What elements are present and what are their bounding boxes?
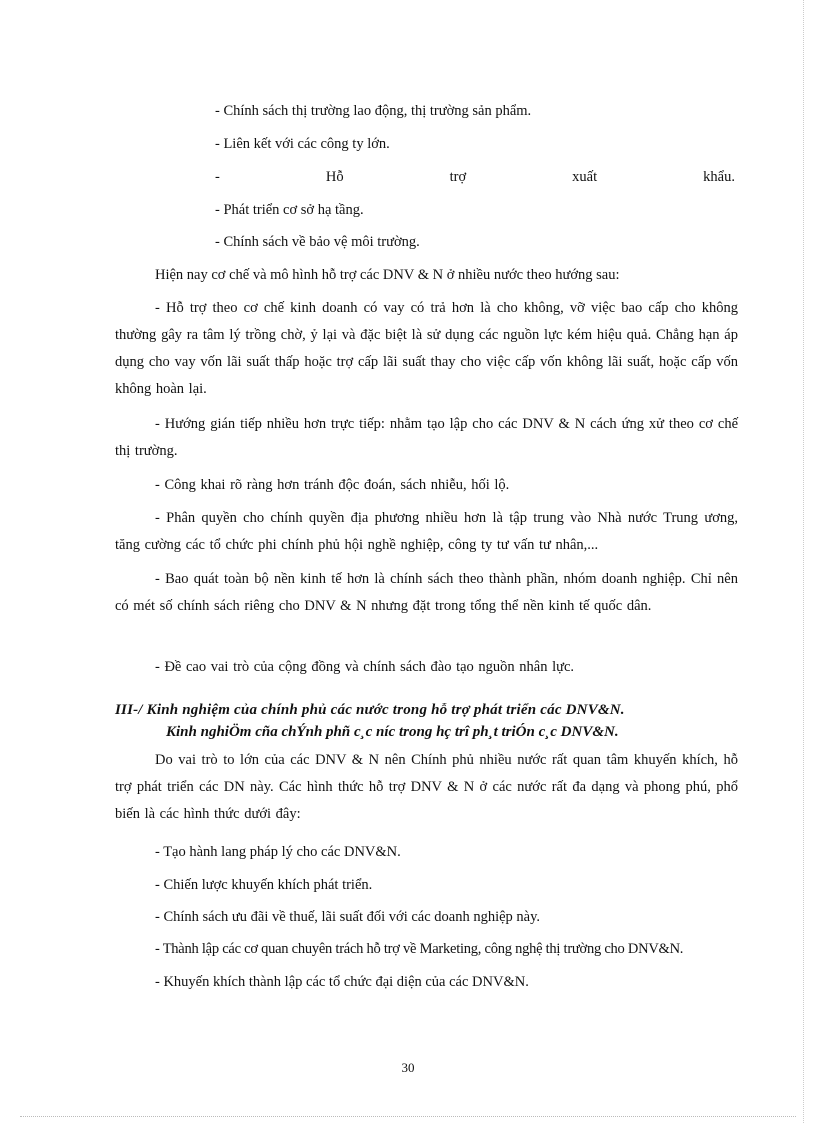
list-item: - Chính sách ưu đãi về thuế, lãi suất đối với các doanh nghiệp này. [155,909,541,925]
paragraph: - Hướng gián tiếp nhiều hơn trực tiếp: nhằm tạo lập cho các DNV & N cách ứng xử theo cơ chế thị trường. [115,416,738,459]
list-item: - Liên kết với các công ty lớn. [215,136,390,152]
export-word: Hỗ [325,169,344,185]
list-item: - Khuyến khích thành lập các tổ chức đại diện của các DNV&N. [155,974,529,990]
export-word: xuất [572,169,598,185]
page-number: 30 [401,1060,415,1075]
paragraph: - Hỗ trợ theo cơ chế kinh doanh có vay có trả hơn là cho không, vỡ việc bao cấp cho không thường gây ra tâm lý trồng chờ, ỷ lại và đặc biệt là sử dụng các nguồn lực kém hiệu quả. Chẳng hạn áp dụng cho vay vốn lãi suất thấp hoặc trợ cấp lãi suất thay cho việc cấp vốn không lãi suất, hoặc cấp vốn không hoàn lại. [115,300,738,397]
section-heading-garbled: Kinh nghiÖm cña chÝnh phñ c¸c níc trong hç trî ph¸t triÓn c¸c DNV&N. [166,724,619,740]
export-word: - [215,169,220,185]
list-item: - Chính sách thị trường lao động, thị trường sản phẩm. [215,103,532,119]
paragraph: - Phân quyền cho chính quyền địa phương nhiều hơn là tập trung vào Nhà nước Trung ương, tăng cường các tổ chức phi chính phủ hội nghề nghiệp, công ty tư vấn tư nhân,... [115,510,738,553]
list-item-export [215,168,735,186]
list-item: - Thành lập các cơ quan chuyên trách hỗ trợ về Marketing, công nghệ thị trường cho DNV&N. [155,941,684,957]
export-word: trợ [449,169,467,185]
list-item: - Tạo hành lang pháp lý cho các DNV&N. [155,844,401,860]
list-item: - Chiến lược khuyến khích phát triển. [155,877,373,893]
list-item: - Chính sách về bảo vệ môi trường. [215,234,420,250]
page-bottom-divider [20,1116,796,1117]
paragraph: - Công khai rõ ràng hơn tránh độc đoán, sách nhiễu, hối lộ. [155,477,510,493]
paragraph: - Đề cao vai trò của cộng đồng và chính sách đào tạo nguồn nhân lực. [155,659,575,675]
page-side-divider [803,0,804,1123]
intro-paragraph: Hiện nay cơ chế và mô hình hỗ trợ các DNV & N ở nhiều nước theo hướng sau: [155,267,620,283]
export-word: khẩu. [703,169,735,185]
paragraph: Do vai trò to lớn của các DNV & N nên Chính phủ nhiều nước rất quan tâm khuyến khích, hỗ trợ phát triển các DN này. Các hình thức hỗ trợ DNV & N ở các nước rất đa dạng và phong phú, phổ biến là các hình thức dưới đây: [115,752,738,822]
list-item: - Phát triển cơ sở hạ tầng. [215,202,364,218]
paragraph: - Bao quát toàn bộ nền kinh tế hơn là chính sách theo thành phần, nhóm doanh nghiệp. Chỉ nên có mét số chính sách riêng cho DNV & N nhưng đặt trong tổng thể nền kinh tế quốc dân. [115,571,738,614]
section-heading: III-/ Kinh nghiệm của chính phủ các nước trong hỗ trợ phát triển các DNV&N. [115,702,625,718]
